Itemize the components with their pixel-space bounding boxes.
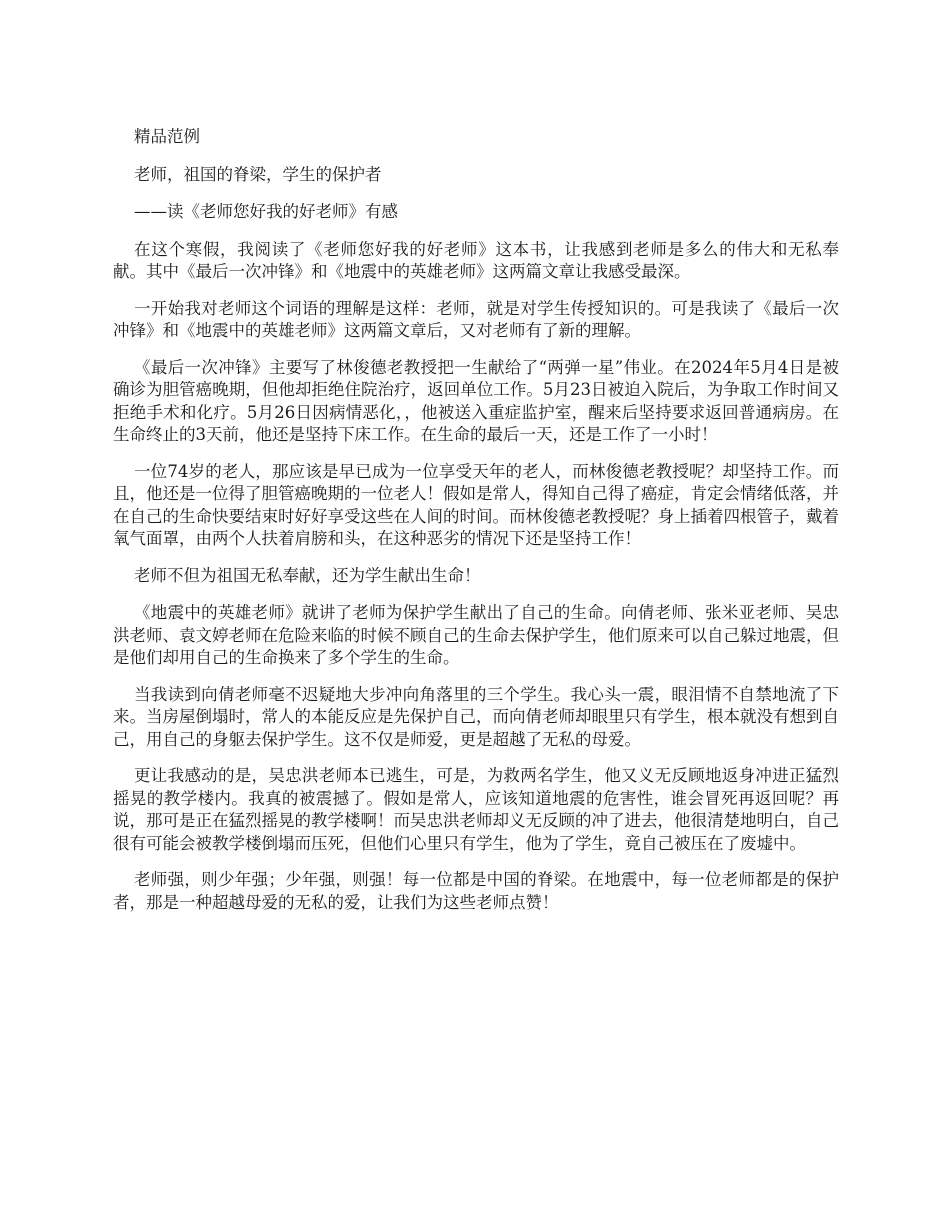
- paragraph-5: 老师不但为祖国无私奉献，还为学生献出生命！: [133, 565, 481, 585]
- paragraph-4: 一位74岁的老人，那应该是早已成为一位享受天年的老人，而林俊德老教授呢？却坚持工作。而且，他还是一位得了胆管癌晚期的一位老人！假如是常人，得知自己得了癌症，肯定会情绪低落，并在自己的生命快要结束时好好享受这些在人间的时间。而林俊德老教授呢？身上插着四根管子，戴着氧气面罩，由两个人扶着肩膀和头，在这种恶劣的情况下还是坚持工作！: [113, 461, 839, 548]
- paragraph-9: 老师强，则少年强；少年强，则强！每一位都是中国的脊梁。在地震中，每一位老师都是的保护者，那是一种超越母爱的无私的爱，让我们为这些老师点赞！: [113, 870, 839, 912]
- document-body: [113, 126, 839, 928]
- paragraph-8: 更让我感动的是，吴忠洪老师本已逃生，可是，为救两名学生，他又义无反顾地返身冲进正猛烈摇晃的教学楼内。我真的被震撼了。假如是常人，应该知道地震的危害性，谁会冒死再返回呢？再说，那可是正在猛烈摇晃的教学楼啊！而吴忠洪老师却义无反顾的冲了进去，他很清楚地明白，自己很有可能会被教学楼倒塌而压死，但他们心里只有学生，他为了学生，竟自己被压在了废墟中。: [113, 766, 839, 853]
- paragraph-6: 《地震中的英雄老师》就讲了老师为保护学生献出了自己的生命。向倩老师、张米亚老师、吴忠洪老师、袁文婷老师在危险来临的时候不顾自己的生命去保护学生，他们原来可以自己躲过地震，但是他们却用自己的生命换来了多个学生的生命。: [113, 603, 839, 667]
- paragraph-7: 当我读到向倩老师毫不迟疑地大步冲向角落里的三个学生。我心头一震，眼泪情不自禁地流了下来。当房屋倒塌时，常人的本能反应是先保护自己，而向倩老师却眼里只有学生，根本就没有想到自己，用自己的身躯去保护学生。这不仅是师爱，更是超越了无私的母爱。: [113, 684, 839, 749]
- document-subtitle: ——读《老师您好我的好老师》有感: [133, 202, 398, 221]
- paragraph-2: 一开始我对老师这个词语的理解是这样：老师，就是对学生传授知识的。可是我读了《最后一次冲锋》和《地震中的英雄老师》这两篇文章后，又对老师有了新的理解。: [113, 298, 839, 340]
- paragraph-3: 《最后一次冲锋》主要写了林俊德老教授把一生献给了“两弹一星”伟业。在2024年5月4日是被确诊为胆管癌晚期，但他却拒绝住院治疗，返回单位工作。5月23日被迫入院后，为争取工作时间又拒绝手术和化疗。5月26日因病情恶化，，他被送入重症监护室，醒来后坚持要求返回普通病房。在生命终止的3天前，他还是坚持下床工作。在生命的最后一天，还是工作了一小时！: [113, 357, 839, 444]
- document-label: 精品范例: [133, 127, 200, 146]
- paragraph-1: 在这个寒假，我阅读了《老师您好我的好老师》这本书，让我感到老师是多么的伟大和无私奉献。其中《最后一次冲锋》和《地震中的英雄老师》这两篇文章让我感受最深。: [113, 239, 839, 281]
- document-title: 老师，祖国的脊梁，学生的保护者: [133, 164, 382, 184]
